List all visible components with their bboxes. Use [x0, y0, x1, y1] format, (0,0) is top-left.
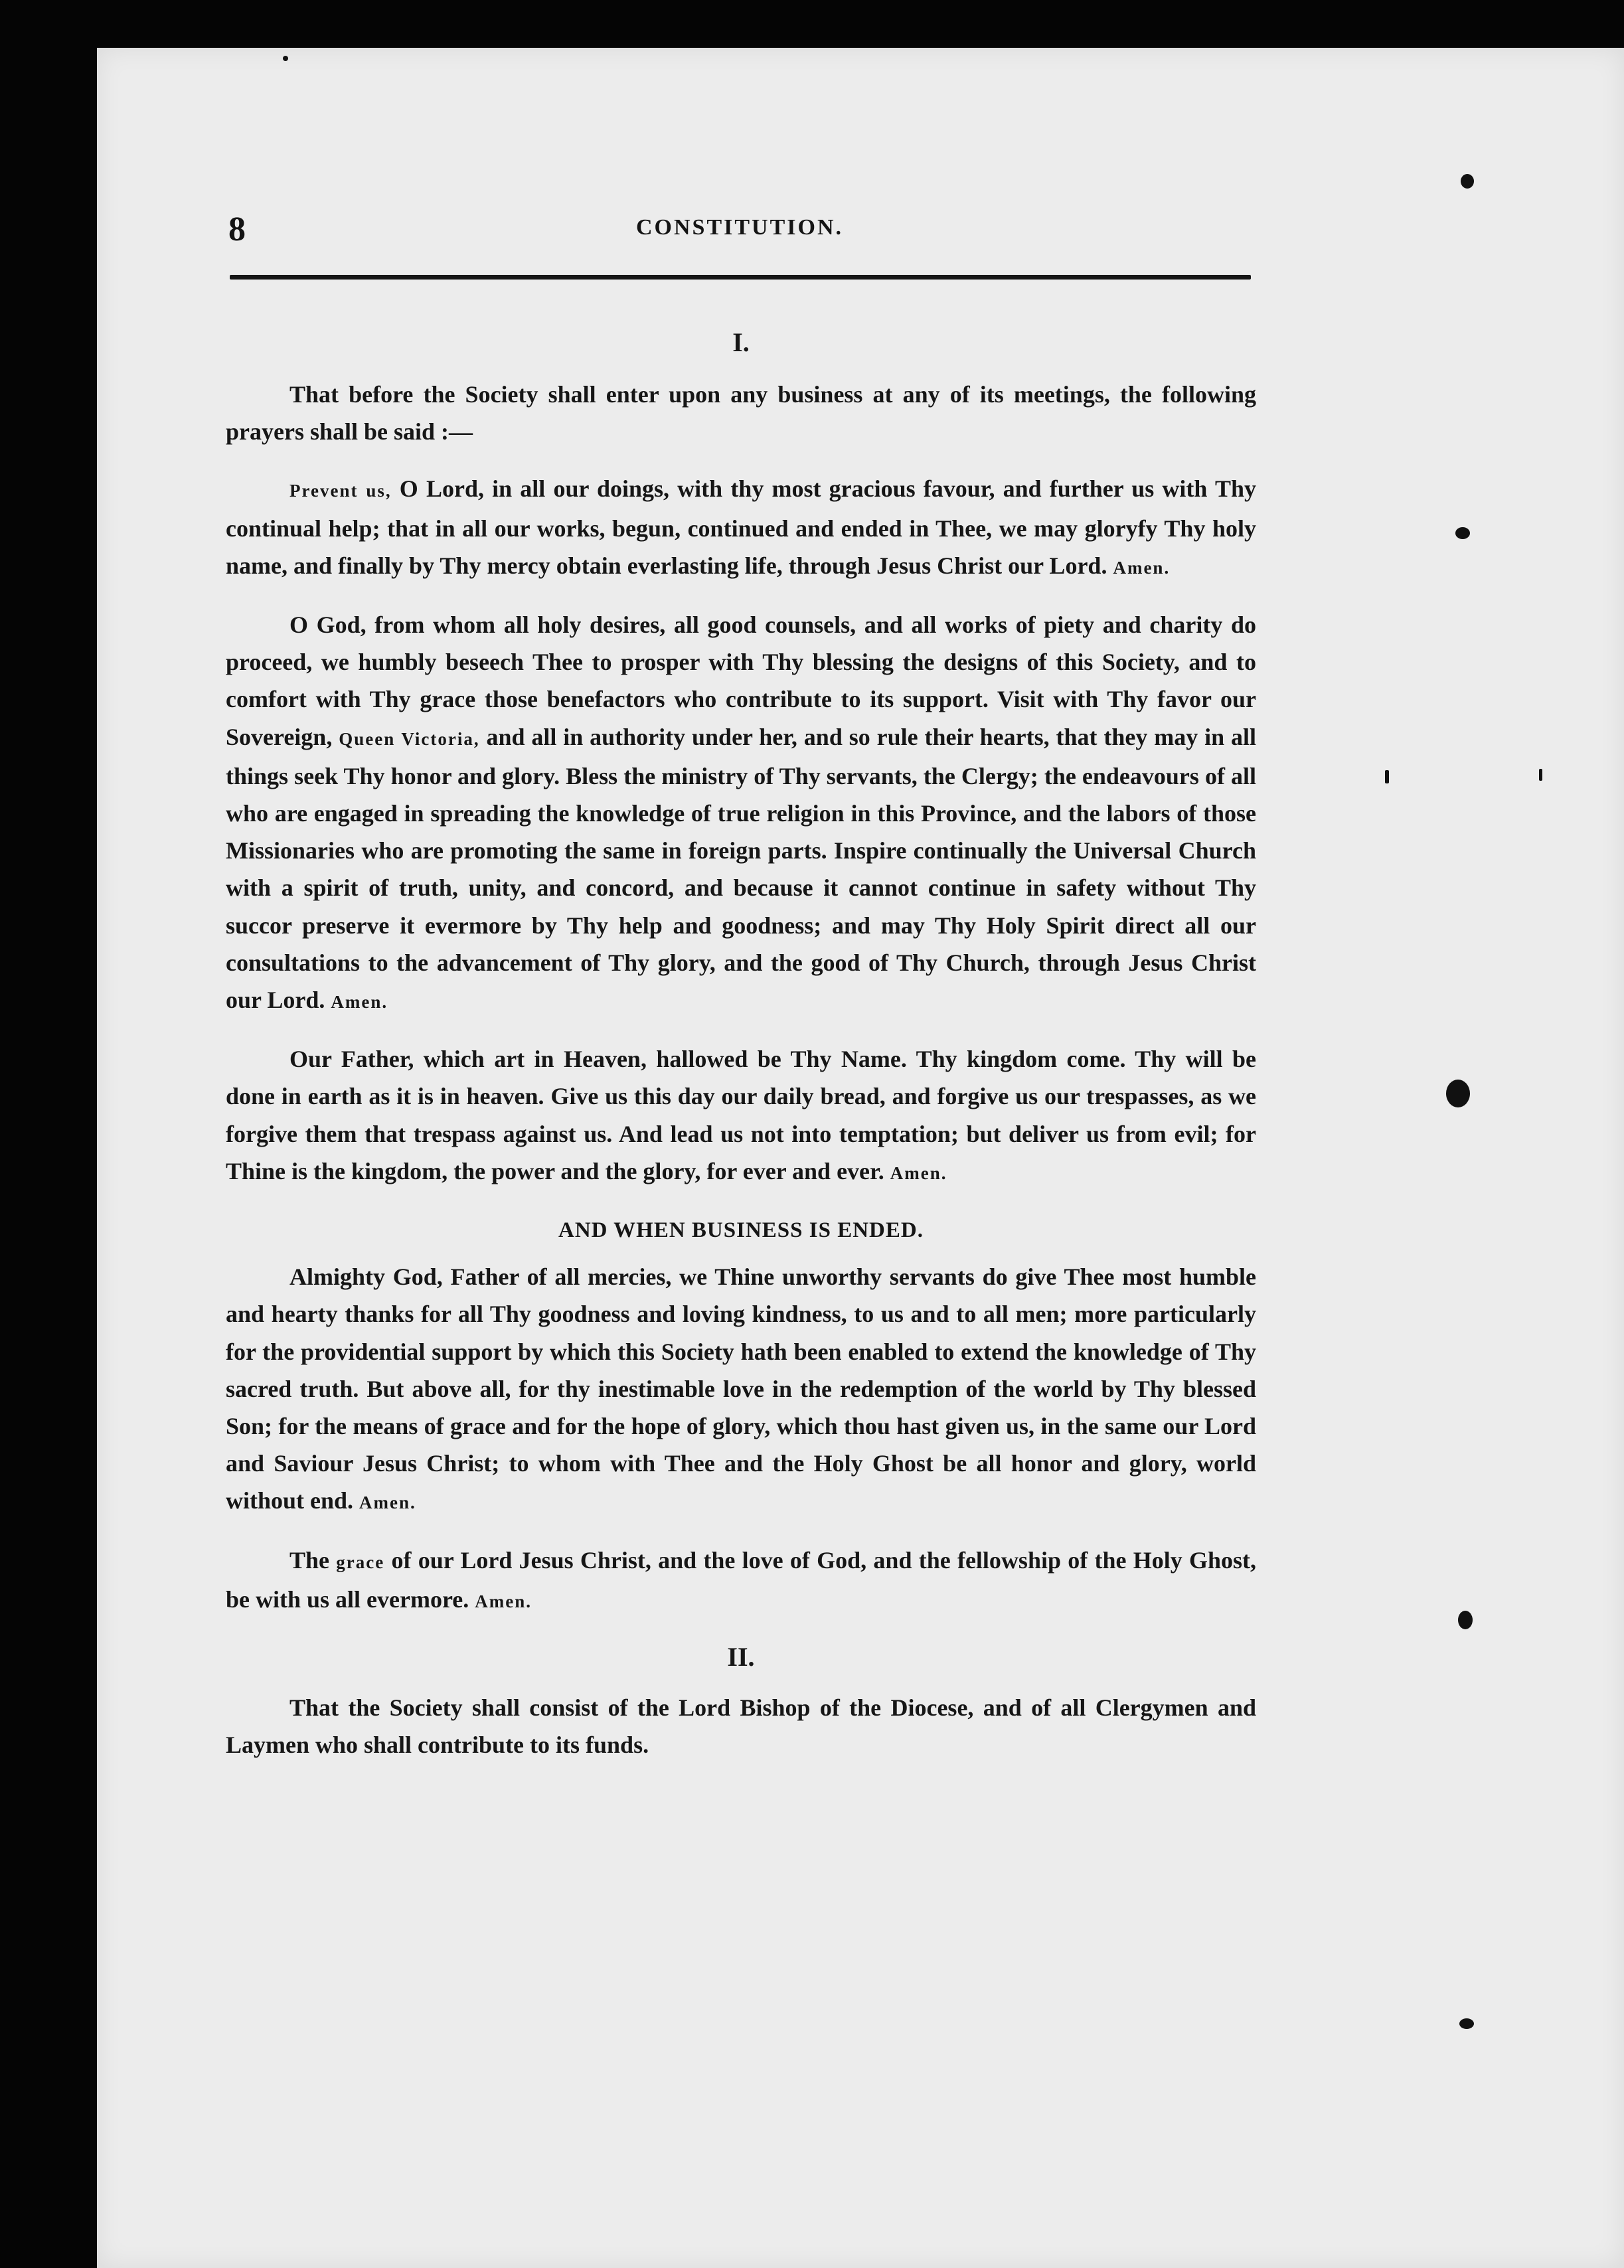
scan-speck [1461, 174, 1474, 189]
grace-prayer [226, 1542, 1256, 1620]
amen-word: Amen. [890, 1163, 947, 1183]
section-numeral-two: II. [727, 1642, 755, 1672]
page-header [228, 210, 1251, 250]
prayer-text: Almighty God, Father of all mercies, we Thine unworthy servants do give Thee most humble and hearty thanks for all Thy goodness and loving kindness, to us and to all men; more particularly for the providential support by which this Society hath been enabled to extend the knowledge of Thy sacred truth. But above all, for thy inestimable love in the redemption of the world by Thy blessed Son; for the means of grace and for the hope of glory, which thou hast given us, in the same our Lord and Saviour Jesus Christ; to whom with Thee and the Holy Ghost be all honor and glory, world without end. [226, 1263, 1256, 1514]
scan-speck [1446, 1080, 1470, 1107]
grace-word: grace [336, 1552, 385, 1572]
queen-victoria-name: Queen Victoria, [339, 728, 480, 749]
prayer-text: The [289, 1546, 337, 1574]
section-one-intro: That before the Society shall enter upon any business at any of its meetings, the following prayers shall be said :— [226, 381, 1256, 446]
running-title: CONSTITUTION. [635, 215, 843, 240]
prayer-text: and all in authority under her, and so rule their hearts, that they may in all things seek Thy honor and glory. Bless the ministry of Thy servants, the Clergy; the endeavours of all who are engaged in spreading the knowledge of true religion in this Province, and the labors of those Missionaries who are promoting the same in foreign parts. Inspire continually the Universal Church with a spirit of truth, unity, and concord, and because it cannot continue in safety without Thy succor preserve it evermore by Thy help and goodness; and may Thy Holy Spirit direct all our consultations to the advancement of Thy glory, and the good of Thy Church, through Jesus Christ our Lord. [226, 723, 1256, 1014]
prayer-lead-words: Prevent us, [289, 481, 392, 501]
thanksgiving-prayer [226, 1258, 1256, 1521]
scan-speck [283, 56, 288, 61]
prayer-prevent-us [226, 470, 1256, 586]
scan-speck [1459, 2018, 1474, 2029]
section-numeral-one: I. [732, 327, 750, 357]
scan-speck [1455, 527, 1470, 539]
amen-word: Amen. [475, 1591, 532, 1611]
scan-speck [1385, 770, 1389, 783]
amen-word: Amen. [331, 992, 388, 1012]
prayer-text: O God, from whom all holy desires, all good counsels, and all works of piety and charity do proceed, we humbly beseech Thee to prosper with Thy blessing the designs of this Society, and to comfort with Thy grace those benefactors who contribute to its support. Visit with Thy favor our Sovereign, [226, 611, 1256, 750]
scan-speck [1539, 769, 1542, 781]
amen-word: Amen. [359, 1493, 416, 1513]
prayer-text: of our Lord Jesus Christ, and the love of God, and the fellowship of the Holy Ghost, be with us all evermore. [226, 1546, 1257, 1613]
prayer-text: Our Father, which art in Heaven, hallowed be Thy Name. Thy kingdom come. Thy will be done in earth as it is in heaven. Give us this day our daily bread, and forgive us our trespasses, as we forgive them that trespass against us. And lead us not into temptation; but deliver us from evil; for Thine is the kingdom, the power and the glory, for ever and ever. [226, 1046, 1256, 1184]
page-number: 8 [228, 210, 246, 248]
prayer-for-society [226, 606, 1256, 1020]
prayer-text: O Lord, in all our doings, with thy most gracious favour, and further us with Thy continual help; that in all our works, begun, continued and ended in Thee, we may gloryfy Thy holy name, and finally by Thy mercy obtain everlasting life, through Jesus Christ our Lord. [226, 475, 1256, 579]
header-rule [230, 275, 1251, 280]
closing-prayers-heading: AND WHEN BUSINESS IS ENDED. [558, 1218, 924, 1243]
lords-prayer [226, 1040, 1256, 1192]
body-text [226, 312, 1256, 1764]
scan-speck [1458, 1611, 1473, 1629]
amen-word: Amen. [1113, 557, 1171, 578]
section-two-text: That the Society shall consist of the Lord Bishop of the Diocese, and of all Clergymen and Laymen who shall contribute to its funds. [226, 1694, 1256, 1759]
